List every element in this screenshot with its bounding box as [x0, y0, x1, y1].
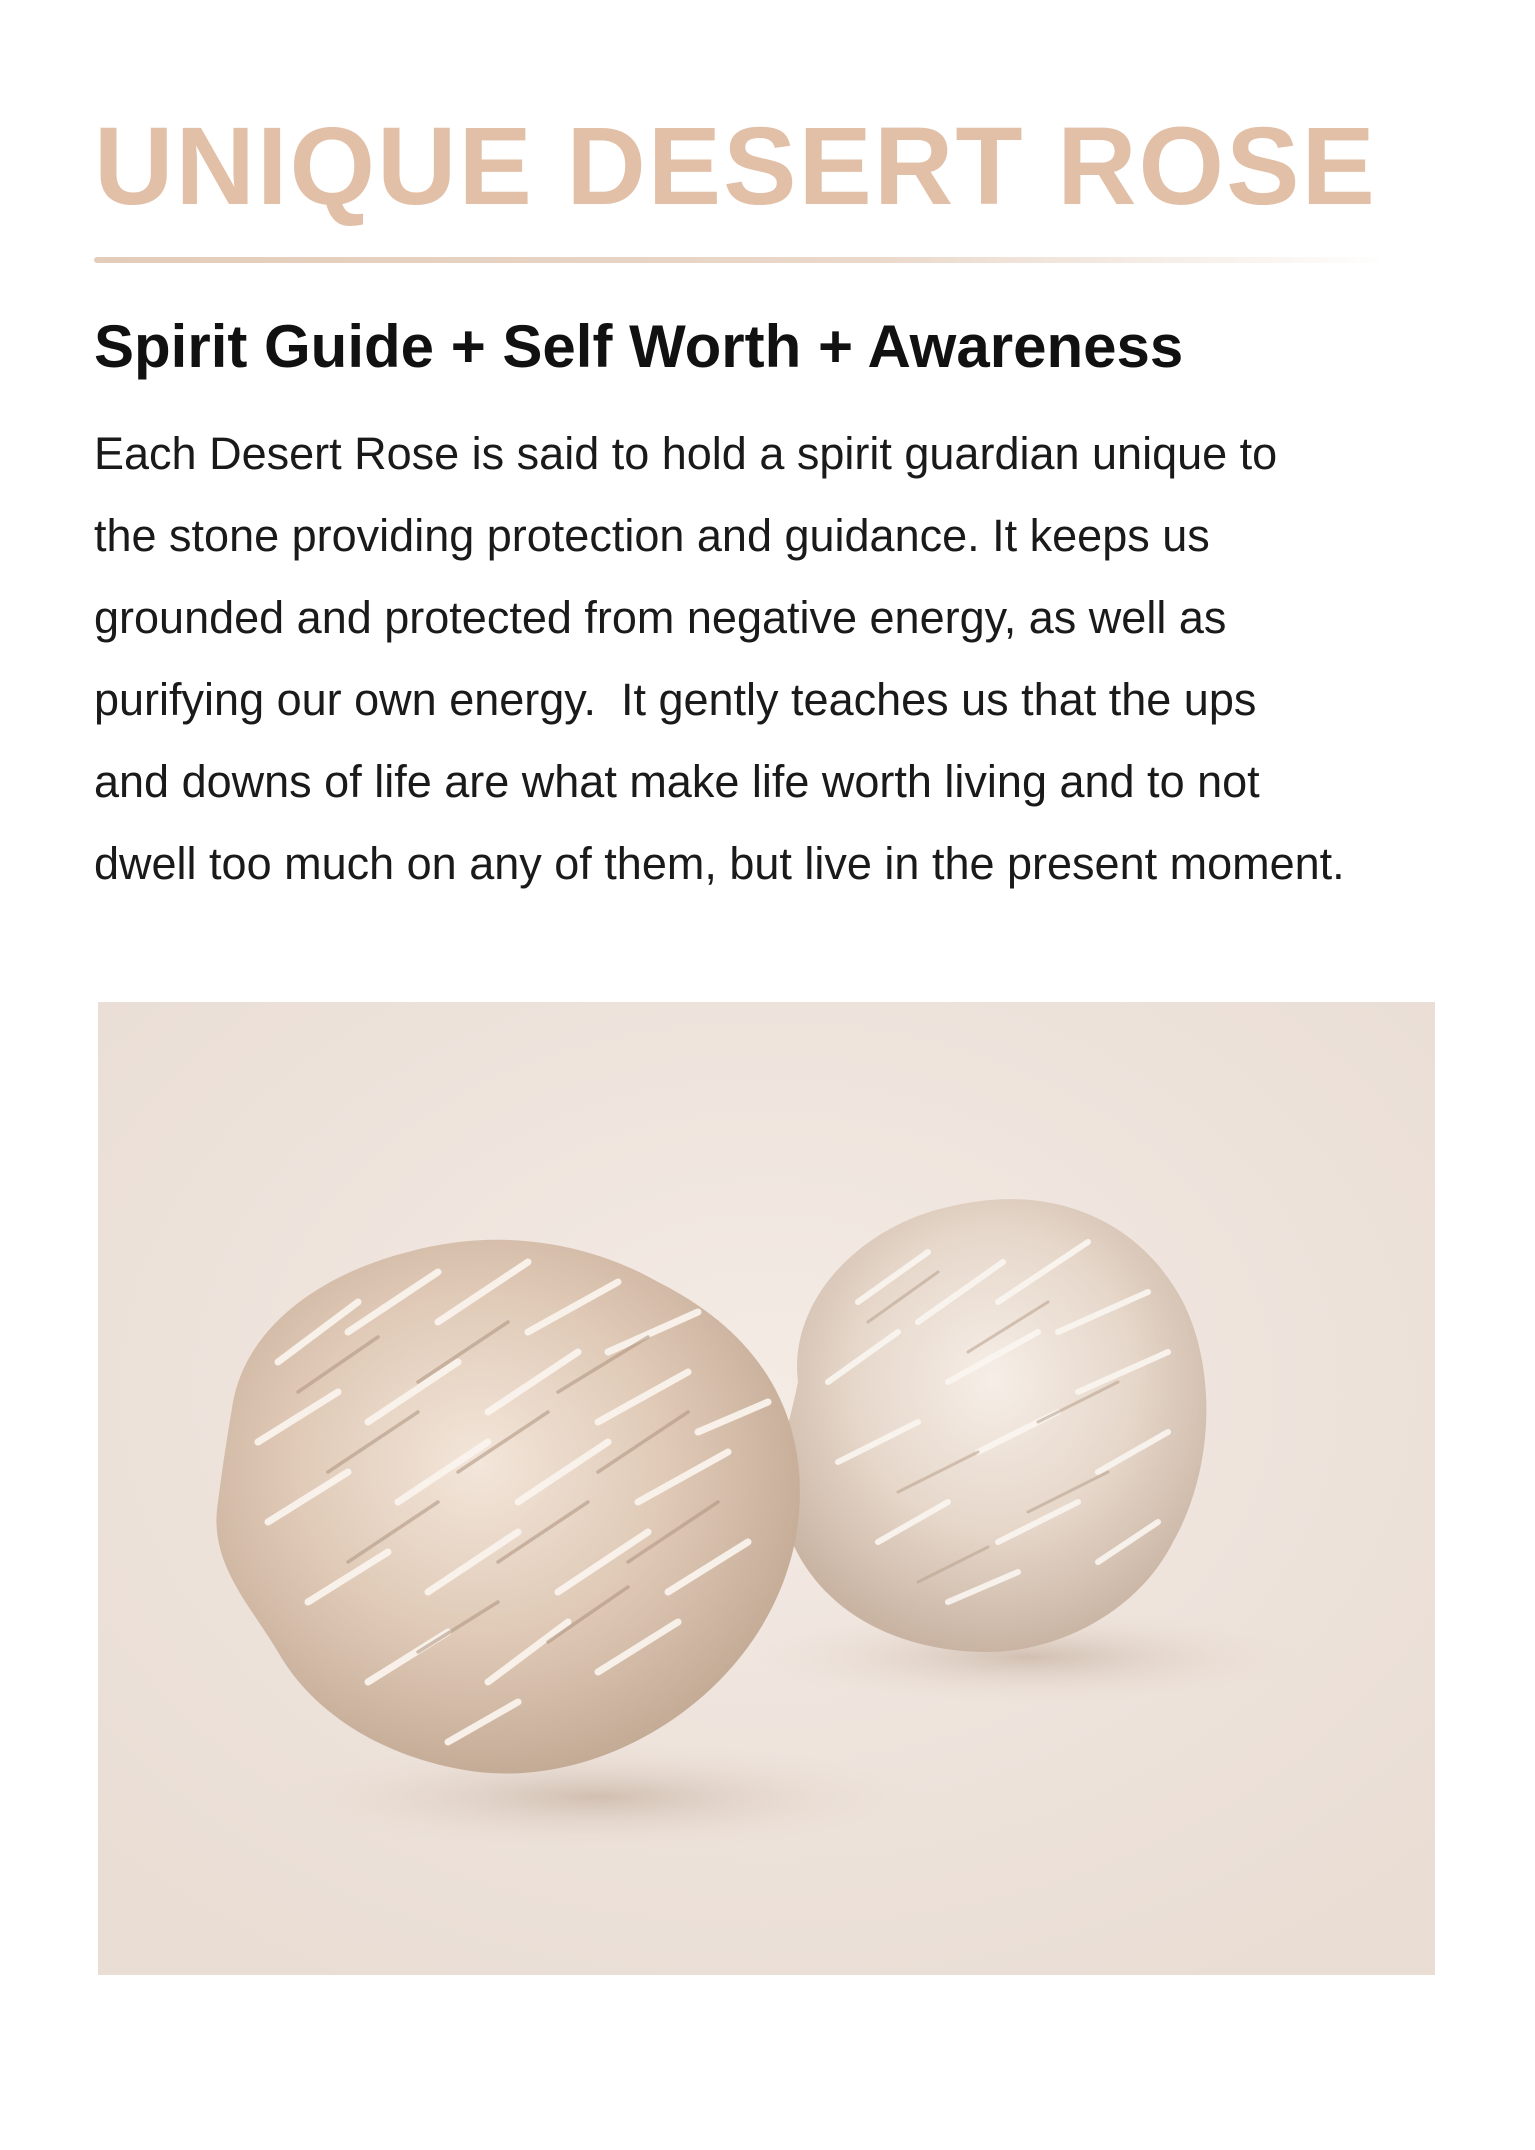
desert-rose-photo [98, 1002, 1435, 1975]
body-line: purifying our own energy. It gently teaches us that the ups [94, 674, 1257, 725]
desert-rose-right [779, 1199, 1206, 1652]
desert-rose-crystals-illustration [98, 1002, 1435, 1975]
body-line: Each Desert Rose is said to hold a spirit guardian unique to [94, 428, 1278, 479]
body-line: dwell too much on any of them, but live in the present moment. [94, 838, 1345, 889]
body-paragraph [94, 413, 1514, 905]
body-line: the stone providing protection and guidance. It keeps us [94, 510, 1210, 561]
body-line: grounded and protected from negative energy, as well as [94, 592, 1227, 643]
body-line: and downs of life are what make life worth living and to not [94, 756, 1260, 807]
subtitle: Spirit Guide + Self Worth + Awareness [94, 313, 1184, 380]
title-divider [94, 257, 1384, 263]
page-title: UNIQUE DESERT ROSE [94, 105, 1377, 228]
